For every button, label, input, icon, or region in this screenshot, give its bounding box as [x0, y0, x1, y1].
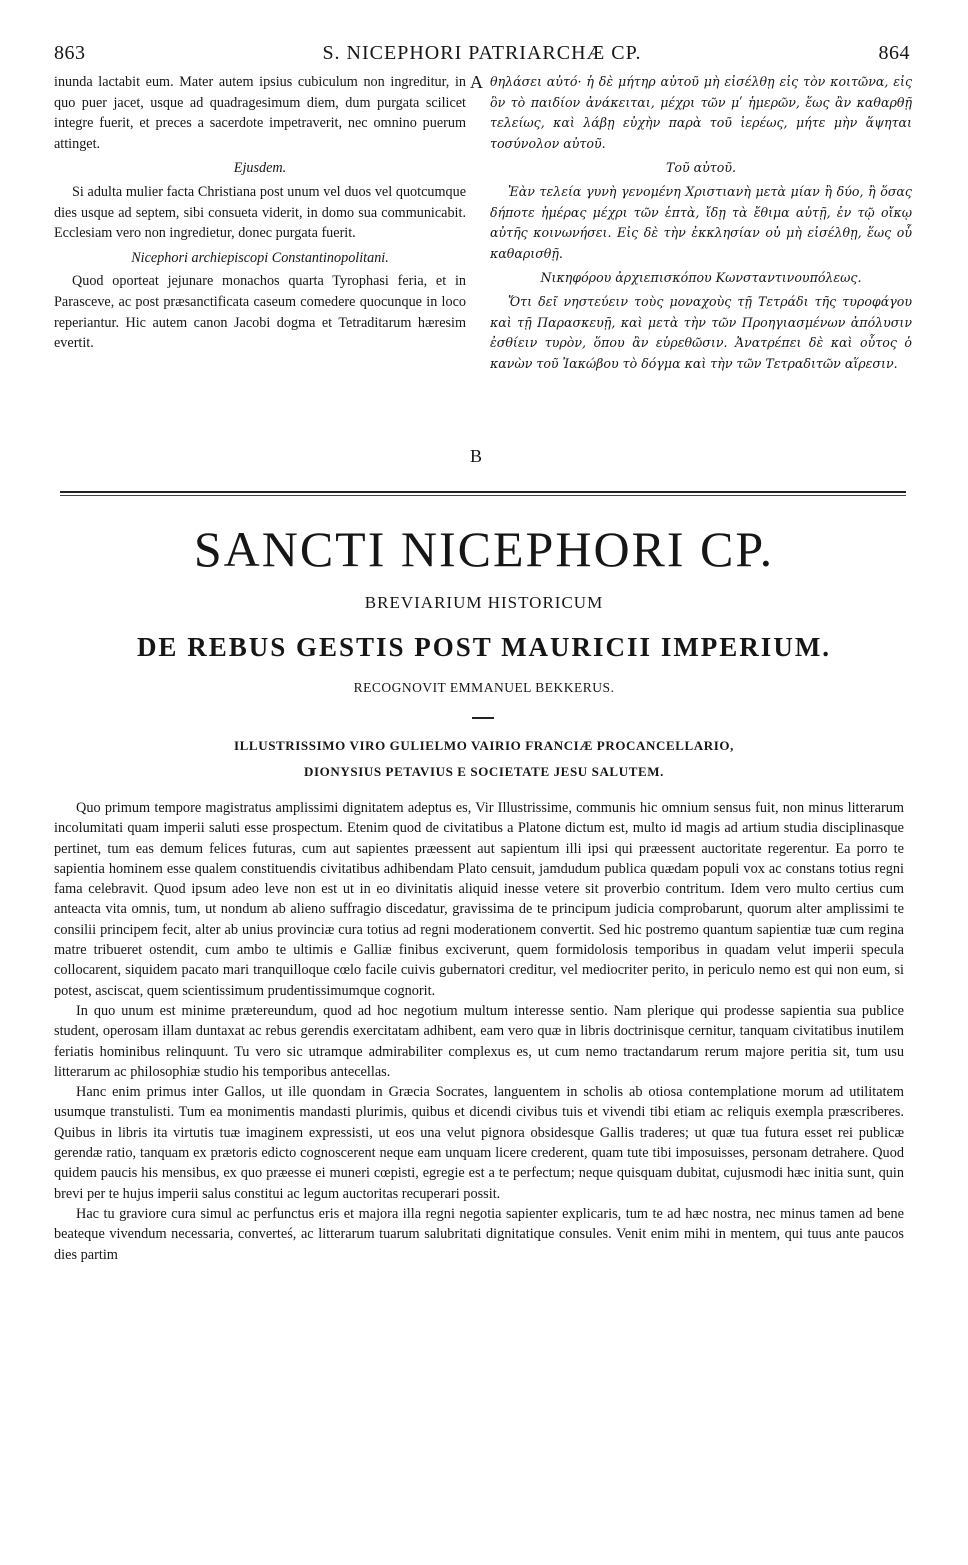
main-title: SANCTI NICEPHORI CP. [193, 521, 775, 577]
body-paragraph-3: Hanc enim primus inter Gallos, ut ille quondam in Græcia Socrates, languentem in scholis ab otiosa contemplatione morum ad utilitatem usumque transtulisti. Tum ea monimentis mandasti plurimis, quibus et dicendi civibus tuis et vivendi tibi etiam ac reliquis exempla præscriberes. Quibus in libris ita virtutis tuæ imaginem expressisti, ut eos una velut pignora obsidesque Gallis traderes; ut quæ tua futura esset rei publicæ gerendæ ratio, tanquam ex prætoris edicto cognoscerent neque eam unquam licere crederent, quam tute tibi imposuisses, personam detrahere. Quod quidem paucis his mensibus, ex quo præesse ei muneri cœpisti, egregie est a te perfectum; neque quisquam dubitat, cujusmodi hæc initia sunt, quin brevi per te hujus imperii salus constitui ac legum auctoritas recuperari possit. [54, 1084, 904, 1202]
latin-paragraph-3: Quod oporteat jejunare monachos quarta Tyrophasi feria, et in Parasceve, ac post præsanctificata caseum comedere quocunque in loco reperiantur. Hic autem canon Jacobi dogma et Tetraditarum hæresim evertit. [54, 273, 466, 352]
right-page-number: 864 [878, 42, 910, 64]
body-text [54, 798, 904, 1265]
body-paragraph-1: Quo primum tempore magistratus amplissimi dignitatem adeptus es, Vir Illustrissime, communis hic omnium sensus fuit, non minus litterarum incolumitati quam imperii saluti esse prospectum. Etenim quod de civitatibus a Platone dictum est, multo id magis ad artium studia disciplinasque pertinet, tum eas demum felices futuras, cum aut sapientes præessent aut sapientum illi ipsi qui præessent auctoritate regerentur. Ea porro te sapientia hominem esse qualem constituendis civitatibus adhibendam Plato censuit, jamdudum publica quædam populi vox ac constans totius regni fama celebravit. Quod ipsum adeo leve non est ut in eo divinitatis aliquid inesse vetere sit proverbio contritum. Idem vero multo certius cum anteacta vita omnis, tum, ut nondum ab alieno suffragio discedatur, gravissima de te principum judicia comprobarunt, quorum alter amplissimi te consilii principem fecit, alter ab unius provinciæ cura totius ad regni moderationem convertit. Sed hic postremo quantum sapientiæ tuæ cum regina matre tribueret ostendit, cum ambo te ultimis e Galliæ finibus exciverunt, quem formidolosis temporibus in quadam velut imperii specula collocarent, siquidem pacato mari tranquilloque cœlo facile cuivis gubernatori creditur, vel mediocriter perito, in periculo nemo est qui non eum, si potest, asciscat, quem scientissimum prudentissimumque cognorit. [54, 800, 904, 999]
latin-column [54, 72, 466, 354]
subtitle-recognovit: RECOGNOVIT EMMANUEL BEKKERUS. [353, 680, 615, 695]
latin-paragraph-1: inunda lactabit eum. Mater autem ipsius cubiculum non ingreditur, in quo puer jacet, usque ad quadragesimum diem, dum purgata scilicet integre fuerit, et preces a sacerdote impetraverit, nec omnino puerum attinget. [54, 74, 466, 152]
body-paragraph-4: Hac tu graviore cura simul ac perfunctus eris et majora illa regni negotia sapienter explicaris, tum te ad hæc nostra, nec minus tamen ad bene beateque vivendum necessaria, converteś, ac litterarum tuarum salubritati dignitatique consules. Venit enim mihi in mentem, qui tuus ante paucos dies partim [54, 1205, 904, 1263]
greek-subheading-nikephorou: Νικηφόρου ἀρχιεπισκόπου Κωνσταντινουπόλεως. [540, 270, 862, 286]
dedication-line-1: ILLUSTRISSIMO VIRO GULIELMO VAIRIO FRANCIÆ PROCANCELLARIO, [234, 738, 734, 753]
dedication-line-2: DIONYSIUS PETAVIUS E SOCIETATE JESU SALUTEM. [304, 764, 664, 779]
latin-subheading-nicephori: Nicephori archiepiscopi Constantinopolitani. [131, 249, 389, 266]
section-divider-thin [60, 495, 906, 496]
greek-paragraph-2: Ἐὰν τελεία γυνὴ γενομένη Χριστιανὴ μετὰ μίαν ἢ δύο, ἢ ὅσας δήποτε ἡμέρας μέχρι τῶν ἑπτὰ, ἴδῃ τὰ ἔθιμα αὐτῇ, ἐν τῷ οἴκῳ αὐτῆς κοινωνήσει. Εἰς δὲ τὴν ἐκκλησίαν οὐ μὴ εἰσέλθῃ, ἕως οὗ καθαρισθῇ. [490, 183, 912, 261]
running-header [54, 42, 910, 68]
greek-column [490, 72, 912, 374]
greek-subheading-tou-autou: Τοῦ αὐτοῦ. [665, 160, 736, 176]
latin-subheading-ejusdem: Ejusdem. [233, 160, 287, 177]
subtitle-breviarium: BREVIARIUM HISTORICUM [364, 593, 604, 612]
subtitle-de-rebus: DE REBUS GESTIS POST MAURICII IMPERIUM. [136, 632, 832, 662]
column-marker-a: A [470, 72, 483, 92]
two-column-section [54, 72, 914, 482]
body-paragraph-2: In quo unum est minime prætereundum, quod ad hoc negotium multum interesse sentio. Nam plerique qui prodesse sapientia sua publice student, operosam illam duntaxat ac rebus gerendis exercitatam adhibent, eam vero quæ in libris doctrinisque cernitur, tanquam civitatibus inutilem feriatis hominibus relinquunt. Tu vero sic utramque admirabiliter complexus es, ut cum nemo tractandarum rerum majore peritia sit, tum usu litterarum ac philosophiæ studio his temporibus antecellas. [54, 1002, 904, 1080]
latin-paragraph-2: Si adulta mulier facta Christiana post unum vel duos vel quotcumque dies usque ad septem, sibi consueta viderit, in domo sua communicabit. Ecclesiam vero non ingredietur, donec purgata fuerit. [54, 183, 466, 242]
section-divider [60, 491, 906, 493]
running-title: S. NICEPHORI PATRIARCHÆ CP. [322, 42, 642, 64]
column-marker-b: B [470, 446, 483, 466]
greek-paragraph-3: Ὅτι δεῖ νηστεύειν τοὺς μοναχοὺς τῇ Τετράδι τῆς τυροφάγου καὶ τῇ Παρασκευῇ, καὶ μετὰ τὴν τῶν Προηγιασμένων ἀπόλυσιν ἐσθίειν τυρὸν, ὅπου ἂν εὑρεθῶσιν. Ἀνατρέπει δὲ καὶ οὗτος ὁ κανὼν τοῦ Ἰακώβου τὸ δόγμα καὶ τὴν τῶν Τετραδιτῶν αἵρεσιν. [490, 293, 912, 371]
greek-paragraph-1: θηλάσει αὐτό· ἡ δὲ μήτηρ αὐτοῦ μὴ εἰσέλθῃ εἰς τὸν κοιτῶνα, εἰς ὃν τὸ παιδίον ἀνάκειται, μέχρι τῶν μʹ ἡμερῶν, ἕως ἂν καθαρθῇ τελείως, καὶ λάβῃ εὐχὴν παρὰ τοῦ ἱερέως, μήτε μὴν ἅψηται τοσύνολον αὐτοῦ. [490, 74, 912, 151]
left-page-number: 863 [54, 42, 86, 64]
short-dash [472, 717, 494, 719]
